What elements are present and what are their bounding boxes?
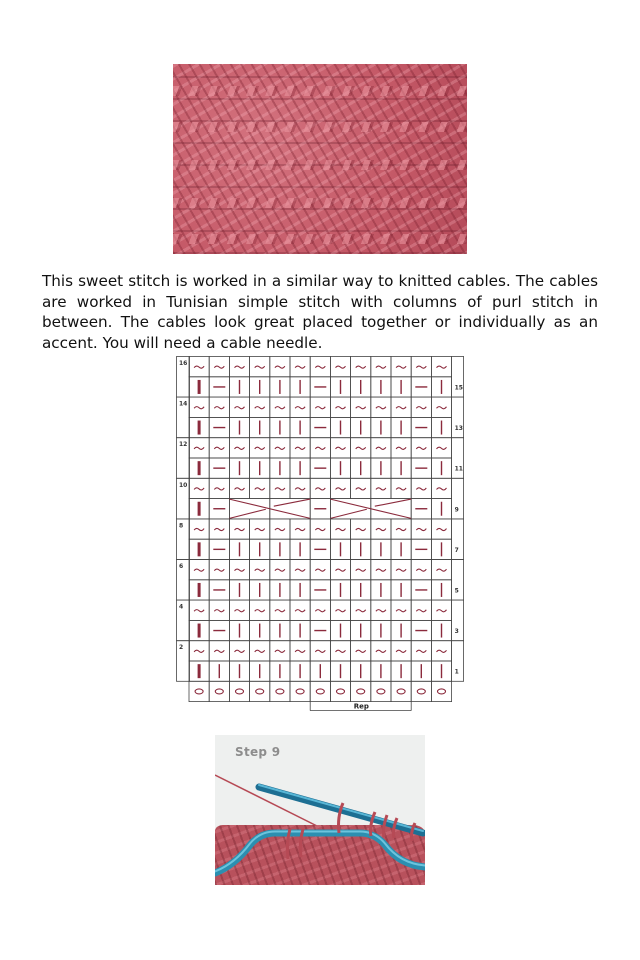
return-pass-symbol <box>396 366 406 368</box>
return-pass-symbol <box>396 610 406 612</box>
return-pass-symbol <box>295 407 305 409</box>
return-pass-symbol <box>255 488 265 490</box>
chain-symbol <box>296 689 304 694</box>
chain-symbol <box>215 689 223 694</box>
return-pass-symbol <box>416 488 426 490</box>
edge-stitch-symbol <box>198 461 201 475</box>
return-pass-symbol <box>315 366 325 368</box>
row-number-left: 16 <box>179 360 188 367</box>
return-pass-symbol <box>356 366 366 368</box>
return-pass-symbol <box>356 528 366 530</box>
return-pass-symbol <box>295 650 305 652</box>
return-pass-symbol <box>336 528 346 530</box>
edge-stitch-symbol <box>198 421 201 435</box>
chart-row-8 <box>189 519 452 539</box>
edge-stitch-symbol <box>198 583 201 597</box>
return-pass-symbol <box>275 528 285 530</box>
return-pass-symbol <box>315 650 325 652</box>
chain-symbol <box>236 689 244 694</box>
return-pass-symbol <box>275 447 285 449</box>
return-pass-symbol <box>376 447 386 449</box>
return-pass-symbol <box>235 650 245 652</box>
chain-symbol <box>438 689 446 694</box>
return-pass-symbol <box>416 447 426 449</box>
return-pass-symbol <box>255 528 265 530</box>
return-pass-symbol <box>437 650 447 652</box>
row-number-left: 4 <box>179 603 184 611</box>
row-number-left: 6 <box>179 563 184 570</box>
return-pass-symbol <box>235 569 245 571</box>
return-pass-symbol <box>356 650 366 652</box>
return-pass-symbol <box>194 447 204 449</box>
chain-symbol <box>417 689 425 694</box>
return-pass-symbol <box>214 488 224 490</box>
return-pass-symbol <box>396 447 406 449</box>
return-pass-symbol <box>315 407 325 409</box>
return-pass-symbol <box>336 569 346 571</box>
return-pass-symbol <box>437 447 447 449</box>
chain-symbol <box>256 689 264 694</box>
return-pass-symbol <box>295 366 305 368</box>
stitch-chart <box>176 356 466 716</box>
return-pass-symbol <box>255 610 265 612</box>
return-pass-symbol <box>396 528 406 530</box>
return-pass-symbol <box>315 610 325 612</box>
return-pass-symbol <box>376 528 386 530</box>
return-pass-symbol <box>376 650 386 652</box>
chart-row-12 <box>189 438 452 458</box>
return-pass-symbol <box>356 569 366 571</box>
return-pass-symbol <box>376 407 386 409</box>
return-pass-symbol <box>214 366 224 368</box>
return-pass-symbol <box>194 610 204 612</box>
return-pass-symbol <box>235 407 245 409</box>
return-pass-symbol <box>255 650 265 652</box>
return-pass-symbol <box>194 528 204 530</box>
return-pass-symbol <box>396 488 406 490</box>
row-number-right: 3 <box>454 628 459 636</box>
return-pass-symbol <box>437 528 447 530</box>
intro-paragraph: This sweet stitch is worked in a similar way to knitted cables. The cables are worked in Tunisian simple stitch with columns of purl stitch in between. The cables look great placed together or individually as an accent. You will need a cable needle. <box>42 272 598 352</box>
chain-symbol <box>337 689 345 694</box>
return-pass-symbol <box>416 366 426 368</box>
chain-symbol <box>276 689 284 694</box>
return-pass-symbol <box>376 610 386 612</box>
chart-row-6 <box>189 560 452 580</box>
return-pass-symbol <box>275 407 285 409</box>
return-pass-symbol <box>437 407 447 409</box>
return-pass-symbol <box>214 447 224 449</box>
return-pass-symbol <box>235 447 245 449</box>
stitch-swatch-photo <box>173 64 467 254</box>
return-pass-symbol <box>214 569 224 571</box>
row-number-left: 8 <box>179 522 184 530</box>
step-9-photo <box>215 735 425 885</box>
row-number-right: 9 <box>454 506 459 514</box>
return-pass-symbol <box>255 447 265 449</box>
chain-symbol <box>195 689 203 694</box>
return-pass-symbol <box>214 407 224 409</box>
edge-stitch-symbol <box>198 624 201 638</box>
return-pass-symbol <box>315 569 325 571</box>
return-pass-symbol <box>356 610 366 612</box>
return-pass-symbol <box>194 569 204 571</box>
return-pass-symbol <box>275 569 285 571</box>
row-number-right: 11 <box>454 465 463 473</box>
return-pass-symbol <box>255 366 265 368</box>
return-pass-symbol <box>336 650 346 652</box>
return-pass-symbol <box>416 407 426 409</box>
edge-stitch-symbol <box>198 664 201 678</box>
row-number-left: 2 <box>179 644 184 652</box>
row-number-right: 15 <box>454 384 463 392</box>
return-pass-symbol <box>194 366 204 368</box>
chain-symbol <box>397 689 405 694</box>
edge-stitch-symbol <box>198 380 201 394</box>
cable-needle-and-hook <box>215 735 425 885</box>
row-number-right: 13 <box>454 425 463 433</box>
return-pass-symbol <box>416 528 426 530</box>
row-number-right: 1 <box>454 668 459 676</box>
row-number-left: 10 <box>179 481 188 489</box>
return-pass-symbol <box>416 650 426 652</box>
return-pass-symbol <box>194 650 204 652</box>
return-pass-symbol <box>235 528 245 530</box>
step-label: Step 9 <box>235 745 281 759</box>
return-pass-symbol <box>437 569 447 571</box>
row-number-right: 5 <box>454 587 459 595</box>
edge-stitch-symbol <box>198 542 201 556</box>
return-pass-symbol <box>376 569 386 571</box>
rep-label: Rep <box>353 702 369 711</box>
chart-row-2 <box>189 641 452 661</box>
return-pass-symbol <box>255 569 265 571</box>
chain-symbol <box>357 689 365 694</box>
return-pass-symbol <box>315 488 325 490</box>
return-pass-symbol <box>214 528 224 530</box>
return-pass-symbol <box>295 569 305 571</box>
return-pass-symbol <box>214 610 224 612</box>
return-pass-symbol <box>376 366 386 368</box>
row-number-left: 12 <box>179 441 188 449</box>
chart-row-10 <box>189 478 452 498</box>
return-pass-symbol <box>376 488 386 490</box>
return-pass-symbol <box>315 528 325 530</box>
return-pass-symbol <box>416 569 426 571</box>
return-pass-symbol <box>356 407 366 409</box>
return-pass-symbol <box>295 488 305 490</box>
return-pass-symbol <box>416 610 426 612</box>
return-pass-symbol <box>437 488 447 490</box>
return-pass-symbol <box>295 610 305 612</box>
return-pass-symbol <box>396 650 406 652</box>
return-pass-symbol <box>275 366 285 368</box>
chart-row-4 <box>189 600 452 620</box>
return-pass-symbol <box>336 610 346 612</box>
return-pass-symbol <box>295 447 305 449</box>
return-pass-symbol <box>235 366 245 368</box>
return-pass-symbol <box>396 569 406 571</box>
return-pass-symbol <box>194 407 204 409</box>
return-pass-symbol <box>336 407 346 409</box>
return-pass-symbol <box>437 610 447 612</box>
chart-row-16 <box>189 357 452 377</box>
edge-stitch-symbol <box>198 502 201 516</box>
return-pass-symbol <box>235 610 245 612</box>
return-pass-symbol <box>275 650 285 652</box>
return-pass-symbol <box>235 488 245 490</box>
return-pass-symbol <box>336 447 346 449</box>
return-pass-symbol <box>295 528 305 530</box>
return-pass-symbol <box>315 447 325 449</box>
return-pass-symbol <box>255 407 265 409</box>
row-number-right: 7 <box>454 546 459 554</box>
return-pass-symbol <box>194 488 204 490</box>
chain-symbol <box>316 689 324 694</box>
row-number-left: 14 <box>179 400 188 408</box>
return-pass-symbol <box>275 610 285 612</box>
return-pass-symbol <box>396 407 406 409</box>
return-pass-symbol <box>336 366 346 368</box>
return-pass-symbol <box>356 447 366 449</box>
chain-symbol <box>377 689 385 694</box>
return-pass-symbol <box>275 488 285 490</box>
return-pass-symbol <box>356 488 366 490</box>
return-pass-symbol <box>437 366 447 368</box>
return-pass-symbol <box>214 650 224 652</box>
return-pass-symbol <box>336 488 346 490</box>
chart-row-14 <box>189 397 452 417</box>
